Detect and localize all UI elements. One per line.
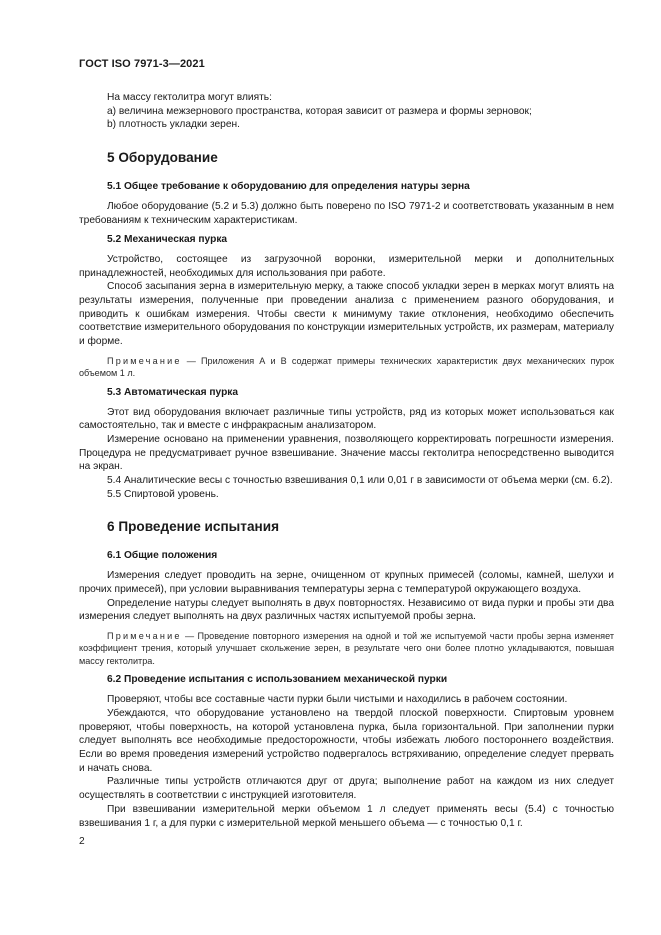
section-5-4-text: 5.4 Аналитические весы с точностью взвешивания 0,1 или 0,01 г в зависимости от объема мерки (см. 6.2). <box>107 475 613 487</box>
section-5-3-text-2: Измерение основано на применении уравнения, позволяющего корректировать погрешности измерения. Процедура не предусматривает ручное взвешивание. Значение массы гектолитра непосредственно выводится на экран. <box>79 433 614 473</box>
note-label: Примечание <box>107 630 182 641</box>
section-6-2-text-4: При взвешивании измерительной мерки объемом 1 л следует применять весы (5.4) с точностью взвешивания 1 г, а для пурки с измерительной меркой меньшего объема — с точностью 0,1 г. <box>79 803 614 829</box>
intro-lead: На массу гектолитра могут влиять: <box>107 92 272 103</box>
section-5-2-note <box>79 355 614 380</box>
section-5-1-text: Любое оборудование (5.2 и 5.3) должно быть поверено по ISO 7971-2 и соответствовать указанным в нем требованиям к техническим характеристикам. <box>79 200 614 226</box>
section-6-1-note <box>79 630 614 668</box>
section-5-1-heading: 5.1 Общее требование к оборудованию для определения натуры зерна <box>107 181 470 193</box>
section-6-2-text-1: Проверяют, чтобы все составные части пурки были чистыми и находились в рабочем состоянии. <box>107 694 568 706</box>
section-6-1-heading: 6.1 Общие положения <box>107 550 218 562</box>
section-6-2-text-3: Различные типы устройств отличаются друг от друга; выполнение работ на каждом из них следует осуществлять в соответствии с инструкцией изготовителя. <box>79 776 614 802</box>
note-text: — Проведение повторного измерения на одной и той же испытуемой части пробы зерна изменяет коэффициент трения, который улучшает скольжение зерен, в результате чего они более плотно укладываются, повышая массу гектолитра. <box>79 630 614 666</box>
section-5-3-heading: 5.3 Автоматическая пурка <box>107 386 239 398</box>
section-6-2-heading: 6.2 Проведение испытания с использованием механической пурки <box>107 674 448 686</box>
section-5-heading: 5 Оборудование <box>107 150 218 166</box>
intro-item-a: a) величина межзернового пространства, которая зависит от размера и формы зерновок; <box>107 105 532 117</box>
section-5-2-text-2: Способ засыпания зерна в измерительную мерку, а также способ укладки зерен в мерках могут влиять на результаты измерения, полученные при проведении анализа с применением разного оборудования, и приводить к ошибкам измерения. Чтобы свести к минимуму такие отклонения, необходимо обеспечить соответствие измерительного оборудования по конструкции измерительных устройств, их размерам, материалу и форме. <box>79 281 614 348</box>
section-5-2-heading: 5.2 Механическая пурка <box>107 234 228 246</box>
section-6-2-text-2: Убеждаются, что оборудование установлено на твердой плоской поверхности. Спиртовым уровнем проверяют, чтобы поверхность, на которой установлена пурка, была горизонтальной. При заполнении пурки следует выполнять все необходимые предосторожности, чтобы избежать любого постороннего воздействия. Если во время проведения измерений устройство подвергалось встряхиванию, определение следует прервать и начать снова. <box>79 707 614 774</box>
section-5-3-text-1: Этот вид оборудования включает различные типы устройств, ряд из которых может использоваться как самостоятельно, так и вместе с инфракрасным анализатором. <box>79 406 614 432</box>
section-5-2-text-1: Устройство, состоящее из загрузочной воронки, измерительной мерки и дополнительных принадлежностей, необходимых для использования при работе. <box>79 253 614 279</box>
page-content <box>79 91 614 830</box>
document-header: ГОСТ ISO 7971-3—2021 <box>79 58 205 70</box>
section-5-5-text: 5.5 Спиртовой уровень. <box>107 488 219 500</box>
note-text: — Приложения А и В содержат примеры технических характеристик двух механических пурок объемом 1 л. <box>79 355 614 379</box>
page-number: 2 <box>79 836 85 847</box>
note-label: Примечание <box>107 355 182 366</box>
section-6-1-text-1: Измерения следует проводить на зерне, очищенном от крупных примесей (соломы, камней, шелухи и прочих примесей), при условии выравнивания температуры зерна с температурой окружающего воздуха. <box>79 570 614 595</box>
section-6-1-text-2: Определение натуры следует выполнять в двух повторностях. Независимо от вида пурки и пробы эти два измерения следует выполнять на двух различных частях испытуемой пробы зерна. <box>79 597 614 623</box>
intro-item-b: b) плотность укладки зерен. <box>107 119 240 131</box>
section-6-heading: 6 Проведение испытания <box>107 519 279 535</box>
